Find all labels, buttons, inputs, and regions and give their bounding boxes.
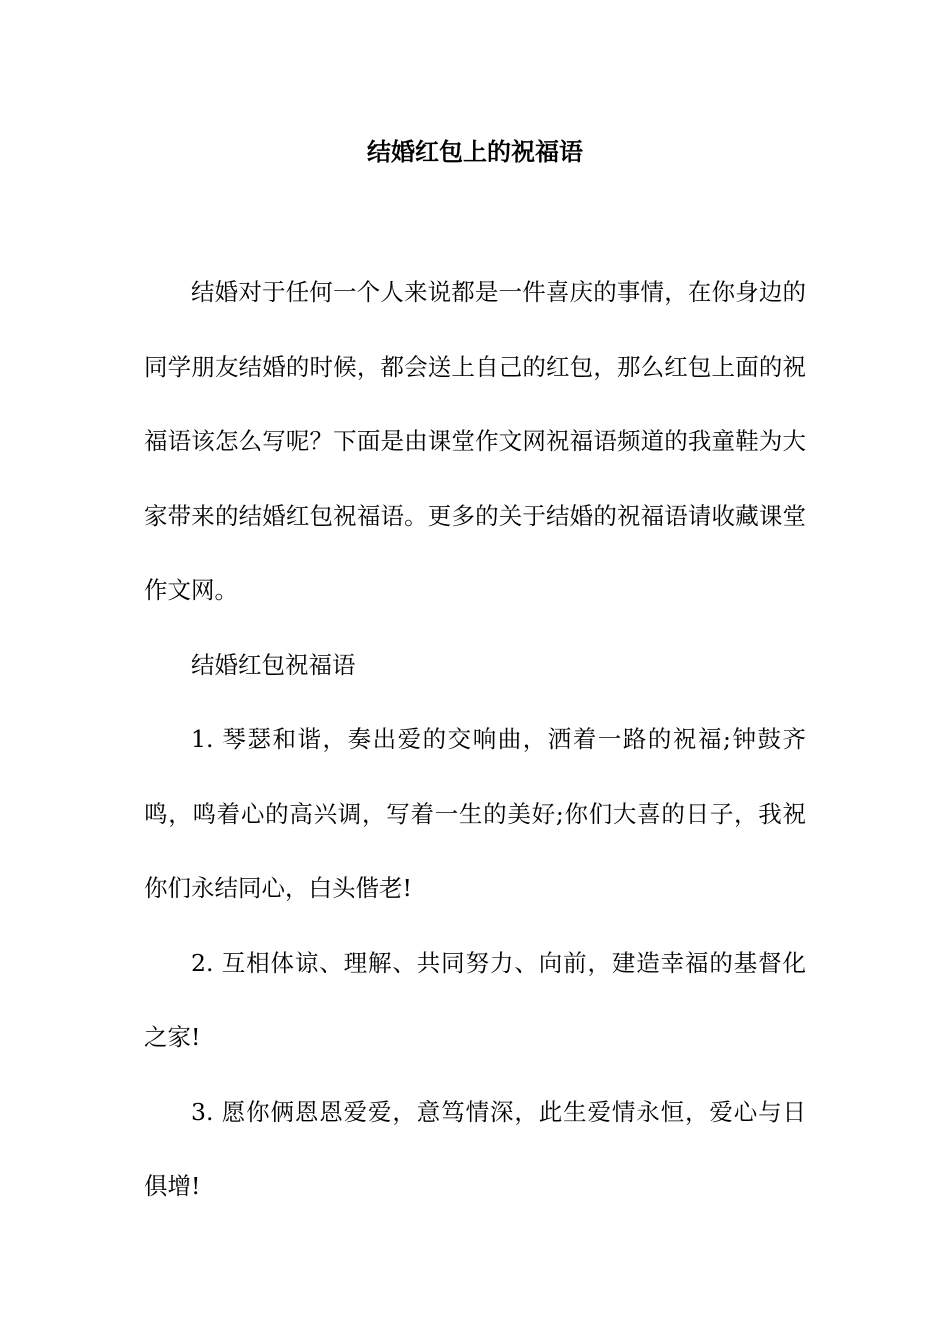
section-heading: 结婚红包祝福语 [191,650,356,679]
blessing-item-1: 1. 琴瑟和谐，奏出爱的交响曲，洒着一路的祝福;钟鼓齐鸣，鸣着心的高兴调，写着一生的美好;你们大喜的日子，我祝你们永结同心，白头偕老! [144,725,806,902]
blessing-item-3: 3. 愿你俩恩恩爱爱，意笃情深，此生爱情永恒，爱心与日俱增! [144,1097,806,1200]
intro-paragraph: 结婚对于任何一个人来说都是一件喜庆的事情，在你身边的同学朋友结婚的时候，都会送上自己的红包，那么红包上面的祝福语该怎么写呢？下面是由课堂作文网祝福语频道的我童鞋为大家带来的结婚红包祝福语。更多的关于结婚的祝福语请收藏课堂作文网。 [144,278,806,604]
blessing-item-2: 2. 互相体谅、理解、共同努力、向前，建造幸福的基督化之家! [144,948,806,1051]
document-body [144,255,806,1224]
document-title: 结婚红包上的祝福语 [367,137,583,166]
